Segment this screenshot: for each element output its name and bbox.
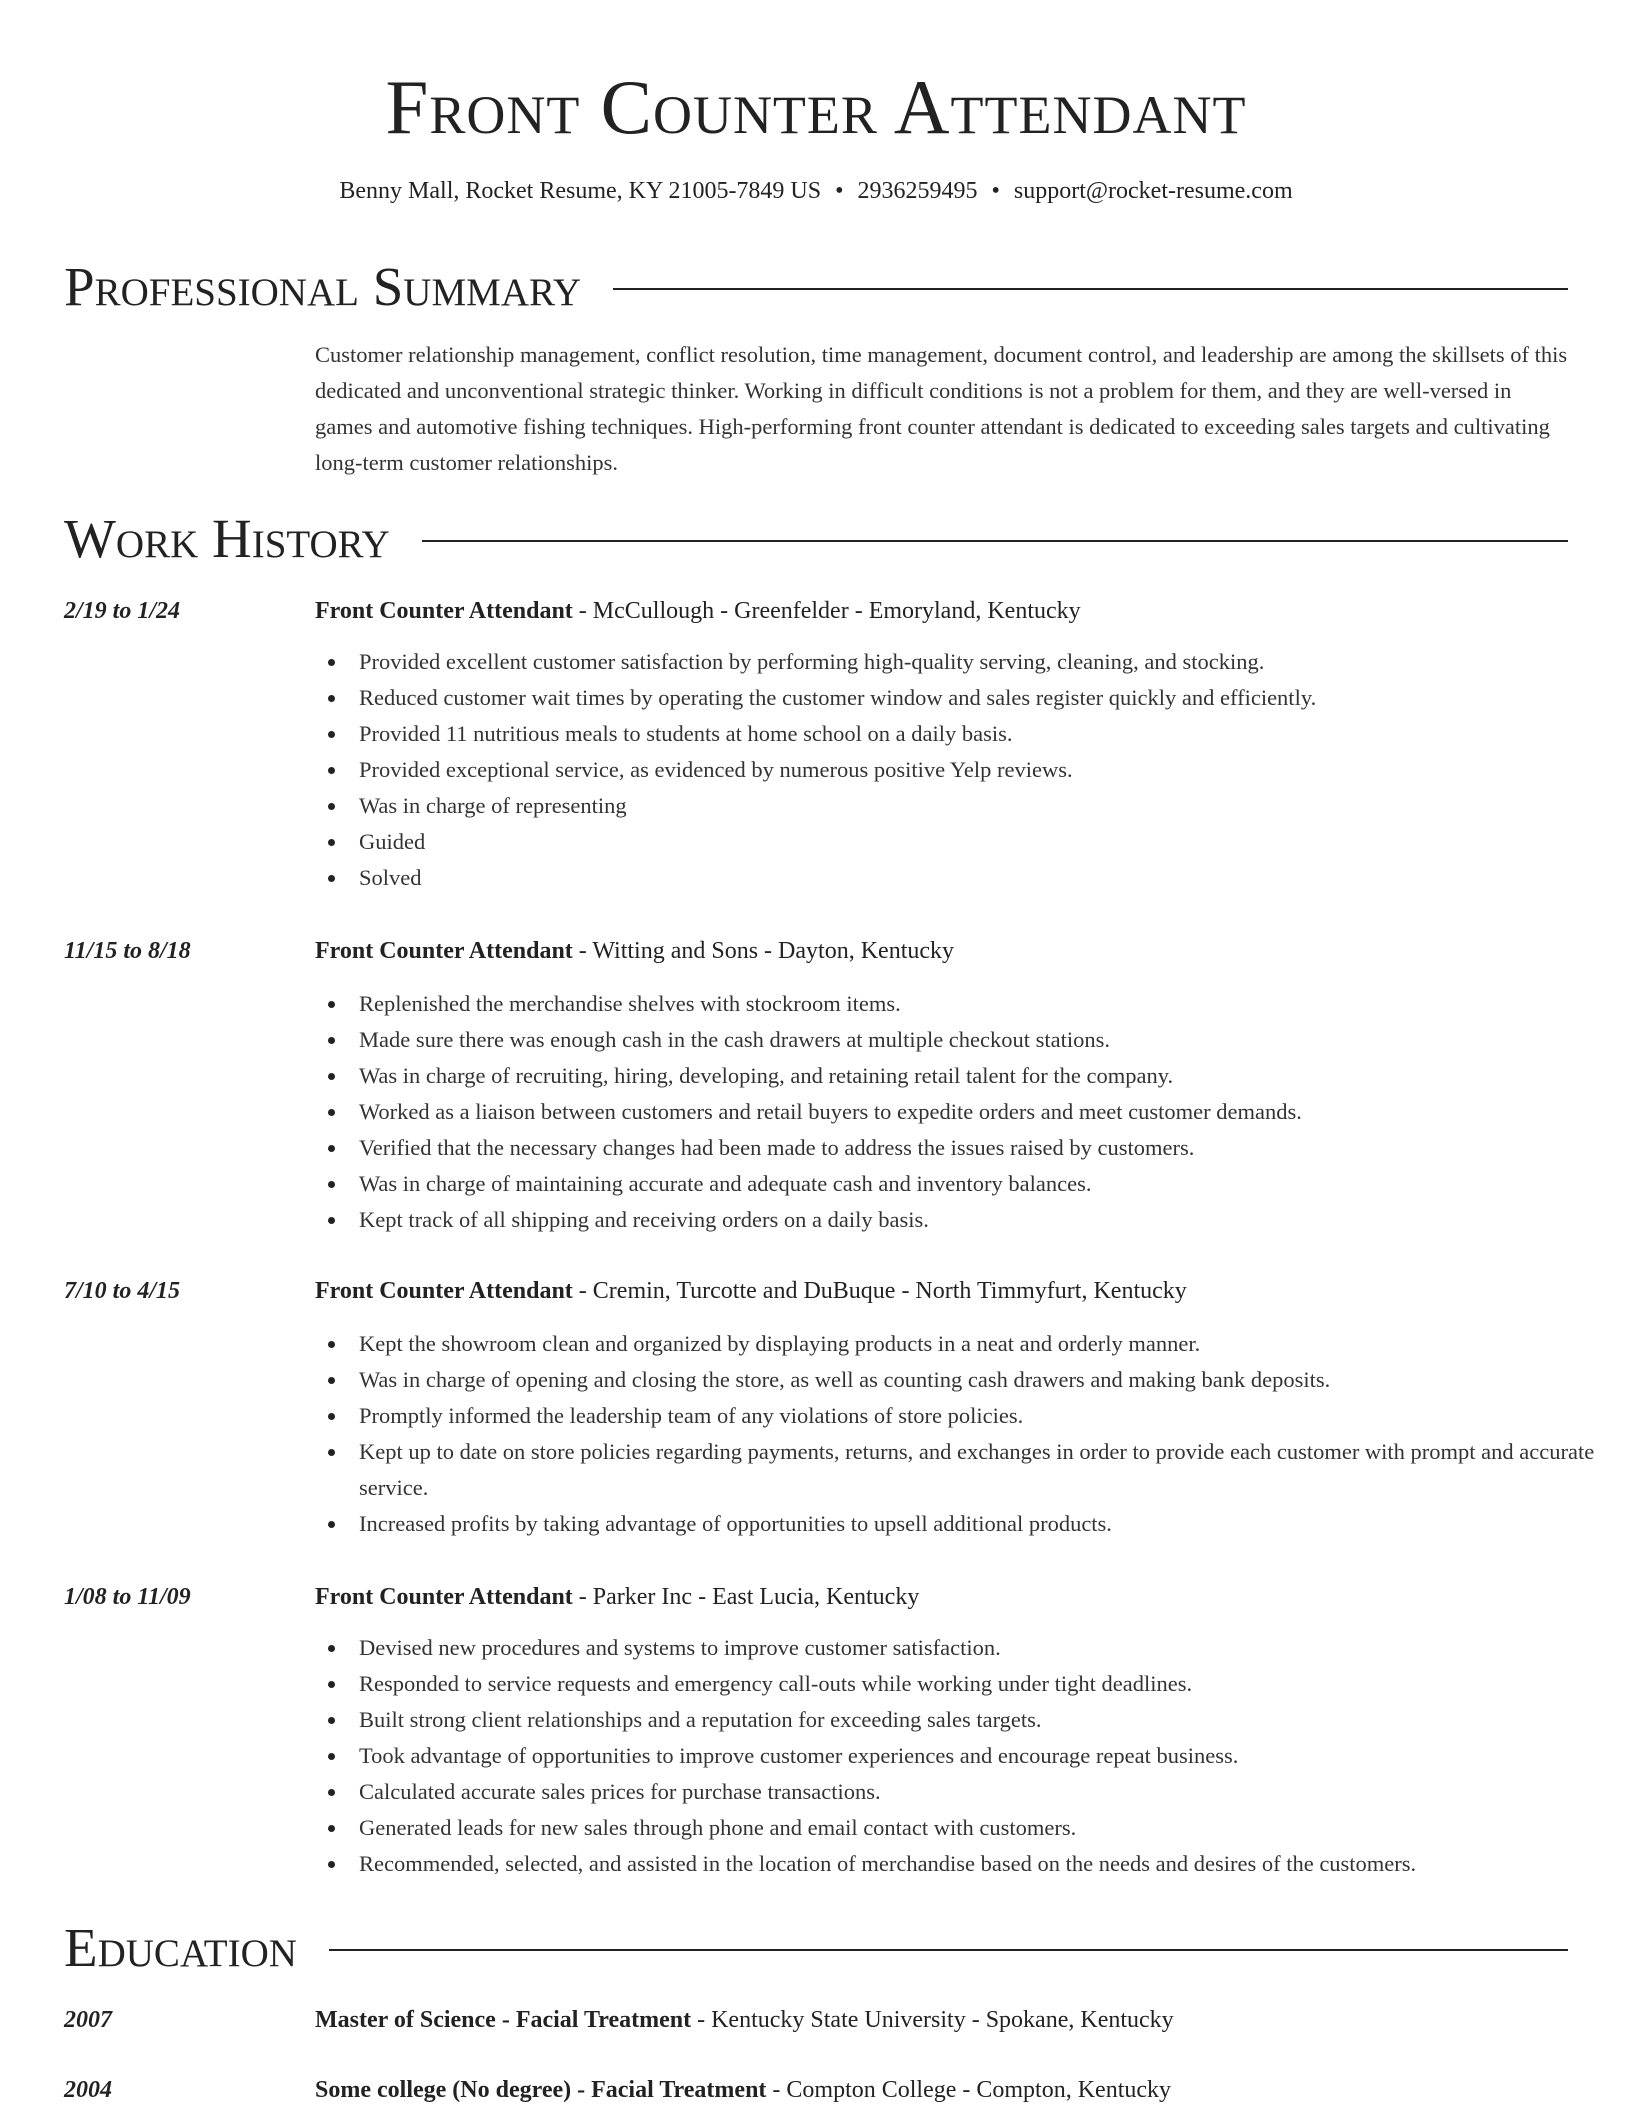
list-item: Was in charge of representing — [359, 788, 1612, 824]
list-item: Built strong client relationships and a reputation for exceeding sales targets. — [359, 1702, 1612, 1738]
job-role: Front Counter Attendant — [315, 1278, 573, 1304]
list-item: Kept up to date on store policies regarding payments, returns, and exchanges in order to provide each customer with prompt and accurate service. — [359, 1434, 1612, 1506]
job-heading — [315, 1274, 1568, 1308]
job-employer: - Parker Inc - East Lucia, Kentucky — [572, 1584, 920, 1610]
list-item: Increased profits by taking advantage of opportunities to upsell additional products. — [359, 1506, 1612, 1542]
job-dates: 11/15 to 8/18 — [64, 938, 191, 964]
section-title: Work History — [64, 508, 390, 569]
summary-text: Customer relationship management, conflict resolution, time management, document control, and leadership are among the skillsets of this dedicated and unconventional strategic thinker. Working in difficult conditions is not a problem for them, and they are well-versed in games and automotive fishing techniques. High-performing front counter attendant is dedicated to exceeding sales targets and cultivating long-term customer relationships. — [315, 342, 1568, 475]
contact-line — [64, 175, 1568, 207]
resume-name: Front Counter Attendant — [385, 64, 1247, 150]
job-role: Front Counter Attendant — [315, 938, 573, 964]
education-year: 2004 — [64, 2077, 112, 2103]
list-item: Was in charge of maintaining accurate and adequate cash and inventory balances. — [359, 1166, 1612, 1202]
list-item: Kept track of all shipping and receiving orders on a daily basis. — [359, 1202, 1612, 1238]
section-divider — [613, 288, 1568, 290]
section-header-summary — [64, 257, 1568, 317]
education-school: - Compton College - Compton, Kentucky — [766, 2077, 1172, 2103]
job-heading — [315, 934, 1568, 968]
list-item: Worked as a liaison between customers and retail buyers to expedite orders and meet customer demands. — [359, 1094, 1612, 1130]
contact-phone: 2936259495 — [857, 178, 978, 204]
list-item: Promptly informed the leadership team of any violations of store policies. — [359, 1398, 1612, 1434]
job-heading — [315, 594, 1568, 628]
list-item: Devised new procedures and systems to improve customer satisfaction. — [359, 1630, 1612, 1666]
section-divider — [329, 1949, 1568, 1951]
job-role: Front Counter Attendant — [315, 598, 573, 624]
list-item: Generated leads for new sales through phone and email contact with customers. — [359, 1810, 1612, 1846]
list-item: Provided exceptional service, as evidenced by numerous positive Yelp reviews. — [359, 752, 1612, 788]
job-dates: 1/08 to 11/09 — [64, 1584, 191, 1610]
job-employer: - Cremin, Turcotte and DuBuque - North Timmyfurt, Kentucky — [572, 1278, 1187, 1304]
section-title: Education — [64, 1917, 297, 1978]
job-bullets — [315, 1326, 1612, 1542]
list-item: Calculated accurate sales prices for purchase transactions. — [359, 1774, 1612, 1810]
job-role: Front Counter Attendant — [315, 1584, 573, 1610]
job-bullets — [315, 986, 1612, 1238]
job-dates: 7/10 to 4/15 — [64, 1278, 181, 1304]
education-degree: Master of Science - Facial Treatment — [315, 2007, 692, 2033]
list-item: Was in charge of recruiting, hiring, developing, and retaining retail talent for the company. — [359, 1058, 1612, 1094]
list-item: Took advantage of opportunities to improve customer experiences and encourage repeat business. — [359, 1738, 1612, 1774]
job-employer: - McCullough - Greenfelder - Emoryland, Kentucky — [572, 598, 1081, 624]
job-dates: 2/19 to 1/24 — [64, 598, 181, 624]
list-item: Solved — [359, 860, 1612, 896]
section-title: Professional Summary — [64, 256, 582, 317]
list-item: Was in charge of opening and closing the store, as well as counting cash drawers and making bank deposits. — [359, 1362, 1612, 1398]
education-degree: Some college (No degree) - Facial Treatment — [315, 2077, 767, 2103]
education-school: - Kentucky State University - Spokane, Kentucky — [691, 2007, 1174, 2033]
education-year: 2007 — [64, 2007, 112, 2033]
list-item: Reduced customer wait times by operating the customer window and sales register quickly and efficiently. — [359, 680, 1612, 716]
section-divider — [422, 540, 1568, 542]
list-item: Guided — [359, 824, 1612, 860]
contact-address: Benny Mall, Rocket Resume, KY 21005-7849 US — [339, 178, 822, 204]
job-bullets — [315, 644, 1612, 896]
section-header-work-history — [64, 509, 1568, 569]
job-bullets — [315, 1630, 1612, 1882]
list-item: Recommended, selected, and assisted in the location of merchandise based on the needs and desires of the customers. — [359, 1846, 1612, 1882]
section-header-education — [64, 1918, 1568, 1978]
list-item: Provided 11 nutritious meals to students at home school on a daily basis. — [359, 716, 1612, 752]
list-item: Made sure there was enough cash in the cash drawers at multiple checkout stations. — [359, 1022, 1612, 1058]
contact-email: support@rocket-resume.com — [1013, 178, 1293, 204]
list-item: Kept the showroom clean and organized by displaying products in a neat and orderly manner. — [359, 1326, 1612, 1362]
job-employer: - Witting and Sons - Dayton, Kentucky — [572, 938, 955, 964]
education-heading — [315, 2003, 1568, 2037]
list-item: Verified that the necessary changes had been made to address the issues raised by customers. — [359, 1130, 1612, 1166]
contact-separator: • — [835, 178, 844, 204]
job-heading — [315, 1580, 1568, 1614]
education-heading — [315, 2073, 1568, 2107]
list-item: Provided excellent customer satisfaction by performing high-quality serving, cleaning, and stocking. — [359, 644, 1612, 680]
list-item: Responded to service requests and emergency call-outs while working under tight deadlines. — [359, 1666, 1612, 1702]
list-item: Replenished the merchandise shelves with stockroom items. — [359, 986, 1612, 1022]
contact-separator: • — [991, 178, 1000, 204]
